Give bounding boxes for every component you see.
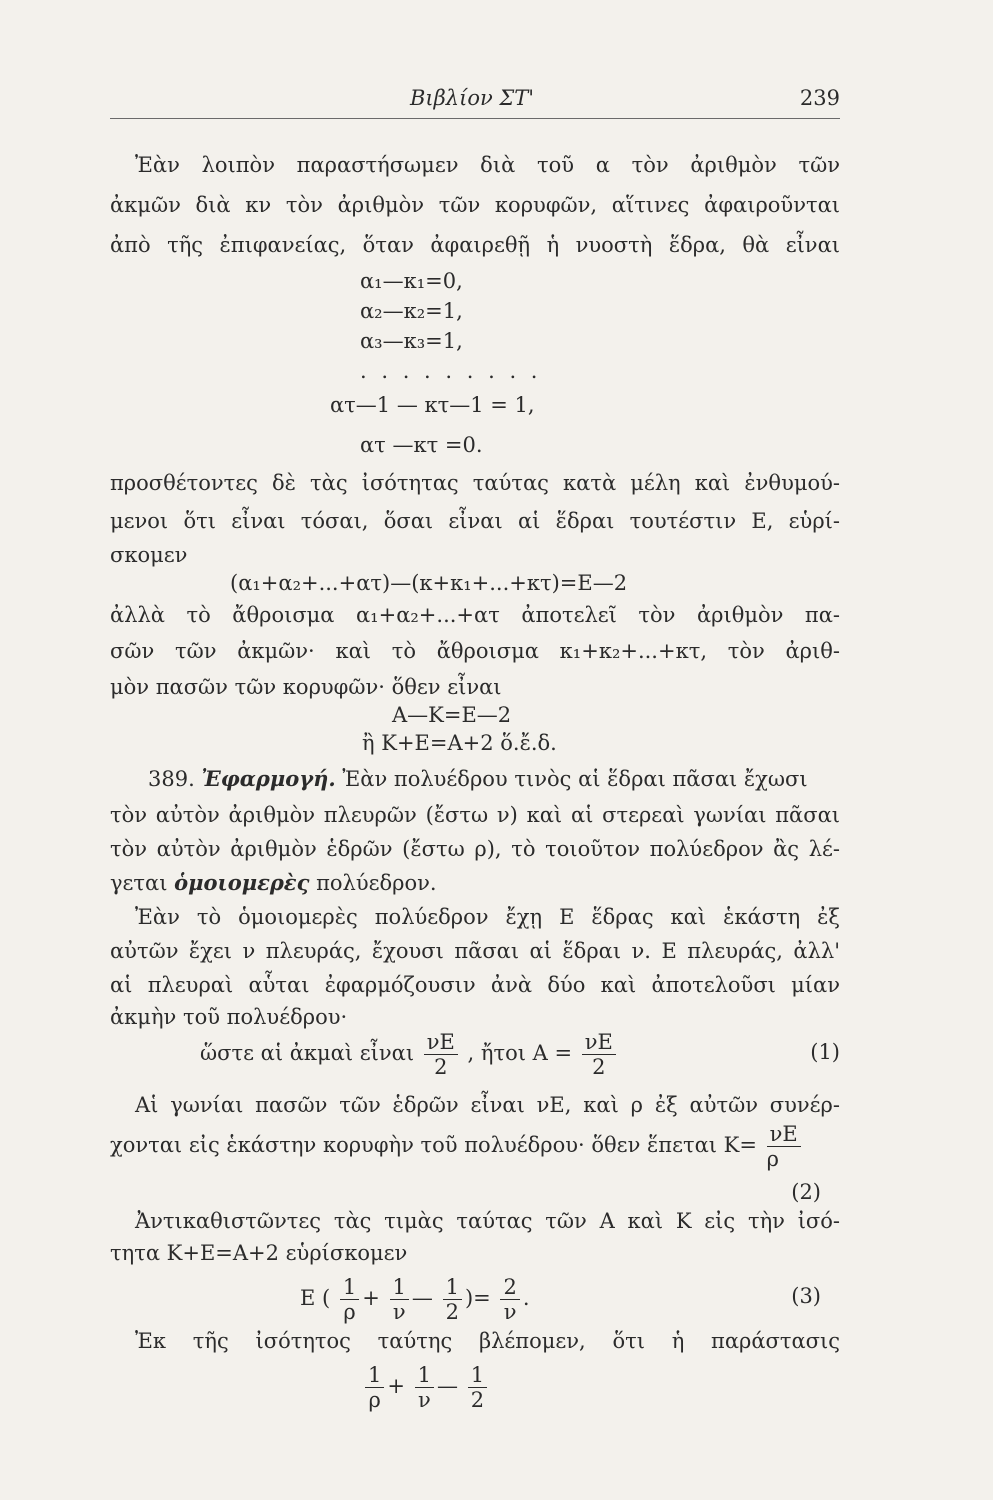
text-line	[110, 870, 840, 896]
expression: $\frac{1}{\rho}$ + $\frac{1}{\nu}$ — $\frac{1}{2}$	[362, 1356, 490, 1416]
fraction-numerator: 1	[468, 1363, 487, 1388]
page-header	[110, 86, 840, 119]
equation: α₃—κ₃=1,	[360, 329, 463, 353]
fraction-numerator: 1	[443, 1275, 462, 1300]
fraction-denominator: ρ	[766, 1147, 779, 1171]
running-title: Βιβλίον ΣΤ'	[410, 86, 535, 110]
fraction	[365, 1363, 384, 1412]
text-span: Ε (	[300, 1286, 331, 1310]
text-line: ἀπὸ τῆς ἐπιφανείας, ὅταν ἀφαιρεθῇ ἡ νυοστὴ ἕδρα, θὰ εἶναι	[110, 233, 840, 257]
text-line: ἀκμῶν διὰ κν τὸν ἀριθμὸν τῶν κορυφῶν, αἵτινες ἀφαιροῦνται	[110, 193, 840, 217]
text-line: Ἐκ τῆς ἰσότητος ταύτης βλέπομεν, ὅτι ἡ παράστασις	[135, 1329, 840, 1353]
text-line: Ἐὰν τὸ ὁμοιομερὲς πολύεδρον ἔχῃ Ε ἕδρας καὶ ἑκάστη ἐξ	[135, 905, 840, 929]
text-line: Ἐὰν λοιπὸν παραστήσωμεν διὰ τοῦ α τὸν ἀριθμὸν τῶν	[135, 153, 840, 177]
fraction	[390, 1275, 409, 1324]
fraction	[500, 1275, 519, 1324]
fraction-numerator: 1	[390, 1275, 409, 1300]
text-line	[110, 1120, 840, 1171]
emphasized-term: ὁμοιομερὲς	[174, 870, 310, 895]
text-line: ἀλλὰ τὸ ἄθροισμα α₁+α₂+...+ατ ἀποτελεῖ τὸν ἀριθμὸν πα-	[110, 603, 840, 627]
text-line: τὸν αὐτὸν ἀριθμὸν πλευρῶν (ἔστω ν) καὶ αἱ στερεαὶ γωνίαι πᾶσαι	[110, 803, 840, 827]
text-line: ἀκμὴν τοῦ πολυέδρου·	[110, 1005, 348, 1029]
text-line: αὐτῶν ἔχει ν πλευράς, ἔχουσι πᾶσαι αἱ ἕδραι ν. Ε πλευράς, ἀλλ'	[110, 939, 840, 963]
fraction-denominator: ν	[417, 1388, 431, 1412]
fraction-denominator: ν	[392, 1300, 406, 1324]
text-line: σῶν τῶν ἀκμῶν· καὶ τὸ ἄθροισμα κ₁+κ₂+...+κτ, τὸν ἀριθ-	[110, 639, 840, 663]
fraction-numerator: 1	[340, 1275, 359, 1300]
fraction	[767, 1122, 801, 1171]
equation: (α₁+α₂+...+ατ)—(κ+κ₁+...+κτ)=Ε—2	[230, 571, 628, 595]
fraction	[424, 1030, 458, 1079]
fraction-denominator: 2	[592, 1055, 606, 1079]
fraction-numerator: 1	[365, 1363, 384, 1388]
text-line: μὸν πασῶν τῶν κορυφῶν· ὅθεν εἶναι	[110, 675, 502, 699]
equation	[200, 1028, 619, 1079]
text-span: ὥστε αἱ ἀκμαὶ εἶναι	[200, 1041, 415, 1065]
text-span: γεται	[110, 871, 168, 895]
equation: ατ—1 — κτ—1 = 1,	[330, 393, 535, 417]
equation: Ε ( $\frac{1}{\rho}$ + $\frac{1}{\nu}$ — $\frac{1}{2}$ )= $\frac{2}{\nu}$ .	[300, 1275, 530, 1324]
text-line: σκομεν	[110, 543, 188, 567]
section-heading: Ἐφαρμογή.	[201, 766, 336, 791]
text-line: προσθέτοντες δὲ τὰς ἰσότητας ταύτας κατὰ μέλη καὶ ἐνθυμού-	[110, 471, 840, 495]
equation-number: (3)	[791, 1284, 821, 1308]
fraction-numerator: νΕ	[582, 1030, 616, 1055]
equation: α₂—κ₂=1,	[360, 299, 463, 323]
fraction-numerator: 2	[500, 1275, 519, 1300]
fraction-numerator: νΕ	[767, 1122, 801, 1147]
text-line: Αἱ γωνίαι πασῶν τῶν ἑδρῶν εἶναι νΕ, καὶ ρ ἐξ αὐτῶν συνέρ-	[135, 1093, 840, 1117]
text-line: μενοι ὅτι εἶναι τόσαι, ὅσαι εἶναι αἱ ἕδραι τουτέστιν Ε, εὑρί-	[110, 509, 840, 533]
fraction-numerator: 1	[415, 1363, 434, 1388]
section-number: 389.	[148, 767, 195, 791]
equation: ἢ Κ+Ε=Α+2 ὅ.ἔ.δ.	[362, 731, 557, 755]
text-line	[110, 766, 840, 792]
equation: α₁—κ₁=0,	[360, 269, 463, 293]
equation-number: (1)	[810, 1040, 840, 1064]
fraction-denominator: ρ	[368, 1388, 381, 1412]
text-line: αἱ πλευραὶ αὗται ἐφαρμόζουσιν ἀνὰ δύο καὶ ἀποτελοῦσι μίαν	[110, 973, 840, 997]
equation: Α—Κ=Ε—2	[392, 703, 512, 727]
fraction	[468, 1363, 487, 1412]
fraction	[340, 1275, 359, 1324]
fraction-denominator: 2	[470, 1388, 485, 1412]
text-span: , ἤτοι Α =	[467, 1041, 573, 1065]
text-span: πολύεδρον.	[316, 871, 437, 895]
fraction-denominator: 2	[434, 1055, 448, 1079]
text-line: τητα Κ+Ε=Α+2 εὑρίσκομεν	[110, 1241, 408, 1265]
text-line: Ἀντικαθιστῶντες τὰς τιμὰς ταύτας τῶν Α καὶ Κ εἰς τὴν ἰσό-	[135, 1209, 840, 1233]
fraction-numerator: νΕ	[424, 1030, 458, 1055]
text-line: τὸν αὐτὸν ἀριθμὸν ἑδρῶν (ἔστω ρ), τὸ τοιοῦτον πολύεδρον ἂς λέ-	[110, 837, 840, 861]
page-number: 239	[799, 86, 840, 110]
text-span: Ἐὰν πολυέδρου τινὸς αἱ ἕδραι πᾶσαι ἔχωσι	[342, 767, 808, 791]
equation: ατ —κτ =0.	[360, 433, 483, 457]
fraction	[582, 1030, 616, 1079]
fraction-denominator: 2	[445, 1300, 459, 1324]
text-span: χονται εἰς ἑκάστην κορυφὴν τοῦ πολυέδρου· ὅθεν ἕπεται Κ=	[110, 1133, 757, 1157]
equation-number: (2)	[791, 1180, 821, 1204]
equation-ellipsis: . . . . . . . . .	[360, 359, 542, 383]
fraction-denominator: ρ	[343, 1300, 356, 1324]
fraction	[415, 1363, 434, 1412]
fraction	[443, 1275, 462, 1324]
fraction-denominator: ν	[503, 1300, 517, 1324]
